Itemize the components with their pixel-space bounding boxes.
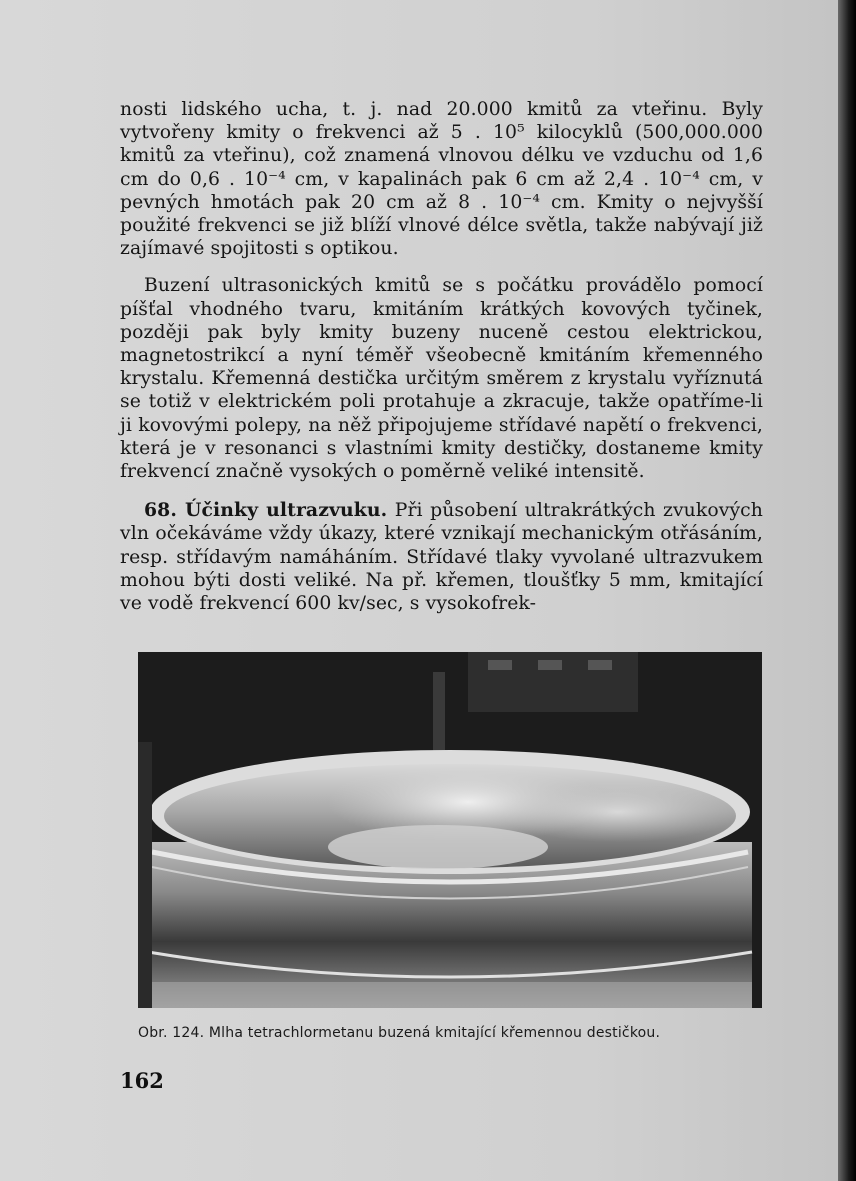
paragraph-3-text: Při působení ultrakrátkých zvukových vln očekáváme vždy úkazy, které vznikají mechanickým otřásáním, resp. střídavým namáháním. Střídavé tlaky vyvolané ultrazvukem mohou býti dosti veliké. Na př. křemen, tloušťky 5 mm, kmitající ve vodě frekvencí 600 kv/sec, s vysokofrek- [120, 500, 763, 615]
paragraph-3 [120, 499, 763, 615]
paragraph-2: Buzení ultrasonických kmitů se s počátku provádělo pomocí píšťal vhodného tvaru, kmitáním krátkých kovových tyčinek, později pak byly kmity buzeny nuceně cestou elektrickou, magnetostrikcí a nyní téměř všeobecně kmitáním křemenného krystalu. Křemenná destička určitým směrem z krystalu vyříznutá se totiž v elektrickém poli protahuje a zkracuje, takže opatříme-li ji kovovými polepy, na něž připojujeme střídavé napětí o frekvenci, která je v resonanci s vlastními kmity destičky, dostaneme kmity frekvencí značně vysokých o poměrně veliké intensitě. [120, 275, 763, 483]
book-spine-shadow [838, 0, 856, 1181]
body-text [120, 98, 763, 615]
figure-photo-glass-dish [138, 652, 762, 1008]
section-heading: 68. Účinky ultrazvuku. [144, 499, 388, 522]
page-number: 162 [120, 1068, 164, 1093]
figure-caption: Obr. 124. Mlha tetrachlormetanu buzená kmitající křemennou destičkou. [138, 1025, 661, 1041]
paragraph-1: nosti lidského ucha, t. j. nad 20.000 kmitů za vteřinu. Byly vytvořeny kmity o frekvenci až 5 . 10⁵ kilocyklů (500,000.000 kmitů za vteřinu), což znamená vlnovou délku ve vzduchu od 1,6 cm do 0,6 . 10⁻⁴ cm, v kapalinách pak 6 cm až 2,4 . 10⁻⁴ cm, v pevných hmotách pak 20 cm až 8 . 10⁻⁴ cm. Kmity o nejvyšší použité frekvenci se již blíží vlnové délce světla, takže nabývají již zajímavé spojitosti s optikou. [120, 99, 763, 260]
